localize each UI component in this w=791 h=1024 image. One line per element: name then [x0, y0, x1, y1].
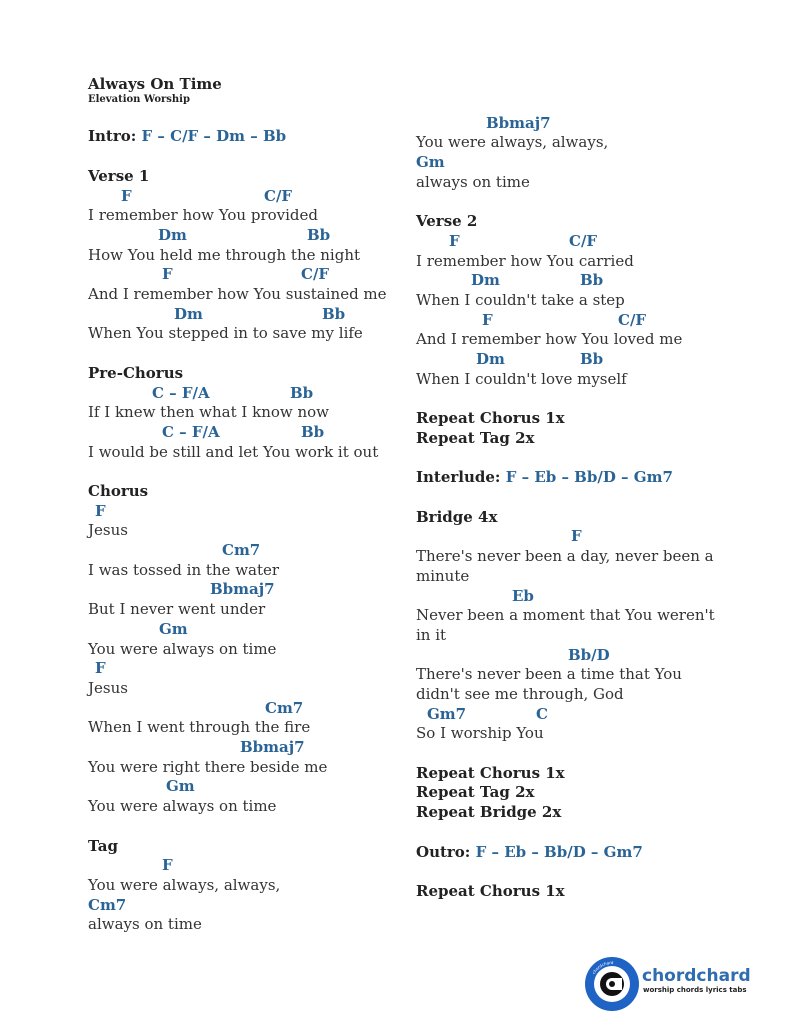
interlude-chords: F – Eb – Bb/D – Gm7: [505, 468, 673, 486]
logo-name[interactable]: chordchard: [642, 966, 751, 986]
lyric-line: There's never been a day, never been a: [416, 547, 714, 565]
lyric-line: When I went through the fire: [88, 718, 311, 736]
lyric-line: always on time: [416, 173, 530, 191]
chord: Bb/D: [568, 646, 610, 664]
chordchard-logo-icon[interactable]: [584, 956, 640, 1012]
chord: Cm7: [88, 896, 127, 914]
song-artist: Elevation Worship: [88, 94, 190, 105]
chord: Gm7: [427, 705, 467, 723]
lyric-line: So I worship You: [416, 724, 544, 742]
logo-tagline: worship chords lyrics tabs: [643, 986, 747, 994]
tag-heading: Tag: [88, 837, 118, 855]
chorus-heading: Chorus: [88, 482, 149, 500]
chord: Dm: [158, 226, 187, 244]
chord: F: [482, 311, 493, 329]
interlude-label: Interlude:: [416, 468, 501, 486]
lyric-line: When I couldn't love myself: [416, 370, 627, 388]
lyric-line: You were always on time: [88, 640, 277, 658]
intro-label: Intro:: [88, 127, 137, 145]
lyric-line: But I never went under: [88, 600, 266, 618]
lyric-line: There's never been a time that You: [416, 665, 682, 683]
lyric-line: minute: [416, 567, 470, 585]
chord: Dm: [471, 271, 500, 289]
chord: Eb: [512, 587, 534, 605]
chord: Bb: [580, 271, 604, 289]
outro-line: [416, 843, 643, 861]
chord: F: [449, 232, 460, 250]
chord: Dm: [174, 305, 203, 323]
lyric-line: always on time: [88, 915, 202, 933]
lyric-line: in it: [416, 626, 447, 644]
lyric-line: Jesus: [88, 679, 128, 697]
repeat-instruction: Repeat Chorus 1x: [416, 764, 565, 782]
chord: Bb: [322, 305, 346, 323]
interlude-line: [416, 468, 673, 486]
lyric-line: didn't see me through, God: [416, 685, 624, 703]
chord: Cm7: [222, 541, 261, 559]
logo-ring-text: chordchard: [591, 959, 614, 975]
lyric-line: If I knew then what I know now: [88, 403, 330, 421]
lyric-line: And I remember how You loved me: [416, 330, 683, 348]
lyric-line: When You stepped in to save my life: [88, 324, 363, 342]
intro-line: [88, 127, 286, 145]
chord: C/F: [301, 265, 330, 283]
chord: F: [162, 265, 173, 283]
lyric-line: You were always, always,: [88, 876, 281, 894]
chord: F: [571, 527, 582, 545]
repeat-instruction: Repeat Chorus 1x: [416, 882, 565, 900]
chord: Gm: [416, 153, 445, 171]
chord: C/F: [264, 187, 293, 205]
repeat-instruction: Repeat Tag 2x: [416, 783, 535, 801]
song-title: Always On Time: [88, 75, 222, 93]
lyric-line: And I remember how You sustained me: [88, 285, 387, 303]
chord: C – F/A: [152, 384, 210, 402]
chord: Gm: [166, 777, 195, 795]
chord: F: [95, 502, 106, 520]
verse2-heading: Verse 2: [416, 212, 478, 230]
lyric-line: When I couldn't take a step: [416, 291, 625, 309]
chord: Bb: [580, 350, 604, 368]
outro-chords: F – Eb – Bb/D – Gm7: [475, 843, 643, 861]
lyric-line: I remember how You provided: [88, 206, 318, 224]
outro-label: Outro:: [416, 843, 471, 861]
lyric-line: You were always on time: [88, 797, 277, 815]
chord: Bbmaj7: [486, 114, 551, 132]
chord: C/F: [618, 311, 647, 329]
chord: F: [95, 659, 106, 677]
chord: Gm: [159, 620, 188, 638]
lyric-line: I would be still and let You work it out: [88, 443, 379, 461]
chord: Bbmaj7: [210, 580, 275, 598]
chord: C/F: [569, 232, 598, 250]
chord: Cm7: [265, 699, 304, 717]
repeat-instruction: Repeat Chorus 1x: [416, 409, 565, 427]
lyric-line: You were always, always,: [416, 133, 609, 151]
lyric-line: You were right there beside me: [88, 758, 328, 776]
chord: C – F/A: [162, 423, 220, 441]
lyric-line: Jesus: [88, 521, 128, 539]
chord: Bb: [301, 423, 325, 441]
repeat-instruction: Repeat Tag 2x: [416, 429, 535, 447]
lyric-line: Never been a moment that You weren't: [416, 606, 715, 624]
chord: Dm: [476, 350, 505, 368]
lyric-line: I was tossed in the water: [88, 561, 280, 579]
verse1-heading: Verse 1: [88, 167, 150, 185]
chord: Bb: [307, 226, 331, 244]
chord: F: [162, 856, 173, 874]
intro-chords: F – C/F – Dm – Bb: [141, 127, 287, 145]
chord: Bbmaj7: [240, 738, 305, 756]
lyric-line: I remember how You carried: [416, 252, 634, 270]
lyric-line: How You held me through the night: [88, 246, 361, 264]
repeat-instruction: Repeat Bridge 2x: [416, 803, 562, 821]
prechorus-heading: Pre-Chorus: [88, 364, 184, 382]
bridge-heading: Bridge 4x: [416, 508, 498, 526]
chord: F: [121, 187, 132, 205]
chord: C: [536, 705, 548, 723]
chord: Bb: [290, 384, 314, 402]
